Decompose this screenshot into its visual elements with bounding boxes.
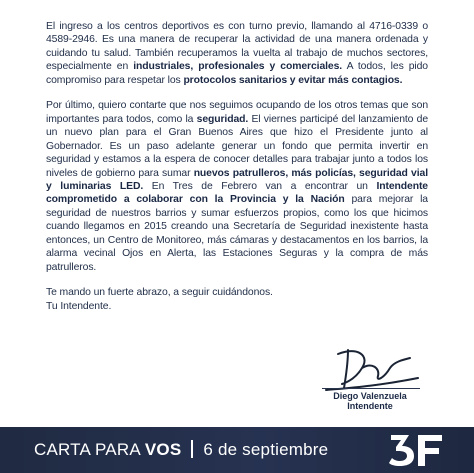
footer-divider bbox=[191, 440, 193, 458]
body-text: A todos, les pido compromiso para respetar los bbox=[46, 61, 428, 86]
footer-prefix: CARTA PARA bbox=[34, 440, 145, 459]
closing-signoff: Tu Intendente. bbox=[46, 300, 112, 312]
tres-de-febrero-logo bbox=[388, 432, 444, 468]
emphasized-text: Intendente comprometido a colaborar con la Provincia y la Nación bbox=[46, 180, 428, 206]
signature-line bbox=[322, 388, 420, 389]
footer-highlight: VOS bbox=[144, 440, 182, 459]
signer-name: Diego Valenzuela bbox=[333, 391, 407, 401]
signer-role: Intendente bbox=[347, 401, 393, 411]
signer-block bbox=[318, 391, 422, 411]
body-text: para mejorar la seguridad de nuestros barrios y sumar esfuerzos propios, como los que hicimos cuando llegamos en 2015 creando una Secretaría de Seguridad inexistente hasta entonces, un Centro de Monitoreo, más cámaras y destacamentos en los barrios, la alarma vecinal Ojos en Alerta, las Estaciones Seguras y la compra de más patrulleros. bbox=[46, 194, 428, 273]
closing-greeting: Te mando un fuerte abrazo, a seguir cuidándonos. bbox=[46, 287, 273, 299]
emphasized-text: nuevos patrulleros, más policías, seguridad vial y luminarias LED. bbox=[46, 167, 428, 192]
handwritten-signature bbox=[318, 338, 428, 398]
body-text: El viernes participé del lanzamiento de un nuevo plan para el Gran Buenos Aires que hizo el Presidente junto al Gobernador. Es un paso adelante generar un fondo que permita invertir en seguridad y estamos a la espera de conocer detalles para trabajar junto a todos los niveles de gobierno para sumar bbox=[46, 113, 428, 179]
body-text: Por último, quiero contarte que nos seguimos ocupando de los otros temas que son importantes para todos, como la bbox=[46, 100, 428, 125]
footer-title bbox=[34, 440, 328, 460]
body-text: El ingreso a los centros deportivos es con turno previo, llamando al 4716-0339 o 4589-2946. Es una manera de recuperar la actividad de una manera ordenada y cuidando tu salud. También recuperamos la vuelta al trabajo de muchos sectores, especialmente en bbox=[46, 21, 428, 73]
emphasized-text: industriales, profesionales y comerciales. bbox=[133, 61, 343, 73]
emphasized-text: seguridad. bbox=[196, 113, 249, 125]
footer-date: 6 de septiembre bbox=[203, 440, 329, 459]
letter-body bbox=[46, 20, 428, 313]
paragraph-reopening bbox=[46, 20, 428, 87]
closing-block bbox=[46, 286, 428, 313]
body-text: En Tres de Febrero van a encontrar un bbox=[143, 180, 377, 192]
emphasized-text: protocolos sanitarios y evitar más contagios. bbox=[183, 74, 403, 86]
paragraph-security bbox=[46, 99, 428, 274]
